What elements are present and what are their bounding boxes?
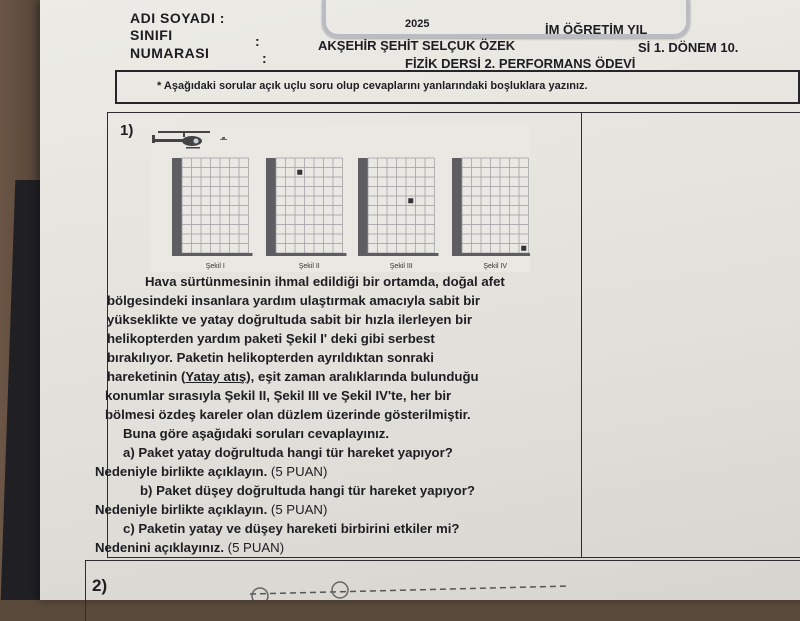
figure-caption: Şekil I [205, 263, 225, 270]
q1-line-6-post: ), eşit zaman aralıklarında bulunduğu [246, 369, 479, 384]
q1-a-reason: Nedeniyle birlikte açıklayın. [95, 464, 268, 479]
year-fragment: 2025 [405, 18, 430, 30]
q1-line-4: helikopterden yardım paketi Şekil I' deki gibi serbest [107, 331, 435, 346]
q1-c-points: (5 PUAN) [227, 540, 285, 555]
q1-c-reason-line [95, 538, 575, 557]
q1-c-reason: Nedenini açıklayınız. [95, 540, 224, 555]
q1-line-8: bölmesi özdeş kareler olan düzlem üzerinde gösterilmiştir. [105, 407, 471, 422]
figure-svg [150, 122, 530, 272]
helicopter-figure [150, 122, 530, 272]
figure-ground [266, 253, 347, 256]
number-label: NUMARASI [130, 45, 210, 61]
q1-line-1: Hava sürtünmesinin ihmal edildiği bir ortamda, doğal afet [145, 274, 505, 289]
q1-a-text: a) Paket yatay doğrultuda hangi tür hareket yapıyor? [123, 445, 453, 460]
q1-line-2: bölgesindeki insanlara yardım ulaştırmak amacıyla sabit bir [107, 293, 481, 308]
figure-ground [358, 253, 439, 256]
q1-line-7: konumlar sırasıyla Şekil II, Şekil III ve Şekil IV'te, her bir [105, 388, 452, 403]
figure-panel-3 [358, 158, 439, 270]
name-label: ADI SOYADI : [130, 10, 225, 26]
package-marker [408, 198, 413, 203]
figure-panel-2 [266, 158, 347, 270]
instruction-text: * Aşağıdaki sorular açık uçlu soru olup cevaplarını yanlarındaki boşluklara yazınız. [157, 80, 588, 92]
school-line-right: Sİ 1. DÖNEM 10. [638, 40, 739, 55]
question-2-figure [240, 572, 580, 600]
school-line-left: AKŞEHİR ŞEHİT SELÇUK ÖZEK [318, 38, 516, 53]
q1-b-reason: Nedeniyle birlikte açıklayın. [95, 502, 268, 517]
helicopter-icon [152, 131, 227, 149]
package-marker [297, 170, 302, 175]
q1-line-6 [95, 367, 587, 386]
figure-wall [358, 158, 368, 253]
class-label: SINIFI [130, 27, 173, 43]
figure-caption: Şekil IV [483, 263, 508, 270]
figure-caption: Şekil III [389, 263, 413, 270]
q1-intro: Buna göre aşağıdaki soruları cevaplayınız. [123, 426, 390, 441]
figure-wall [266, 158, 276, 253]
q1-a-reason-line [95, 462, 575, 481]
class-colon: : [255, 33, 261, 49]
q1-a-points: (5 PUAN) [270, 464, 328, 479]
question-1-number: 1) [120, 122, 134, 139]
figure-wall [452, 158, 462, 253]
q1-c-text: c) Paketin yatay ve düşey hareketi birbirini etkiler mi? [123, 521, 460, 536]
question-2-number: 2) [92, 576, 108, 595]
figure-wall [172, 158, 182, 253]
figure-panel-1 [172, 158, 253, 270]
q1-b-text: b) Paket düşey doğrultuda hangi tür hareket yapıyor? [140, 483, 475, 498]
figure-caption: Şekil II [298, 263, 320, 270]
subject-line: FİZİK DERSİ 2. PERFORMANS ÖDEVİ [405, 56, 636, 71]
number-colon: : [262, 50, 268, 66]
figure-ground [452, 253, 530, 256]
package-marker [521, 246, 526, 251]
figure-panel-4 [452, 158, 530, 270]
term-fragment: İM ÖĞRETİM YIL [545, 22, 648, 37]
q1-b-reason-line [95, 500, 575, 519]
q1-yatay-atis: Yatay atış [185, 369, 247, 384]
q1-line-6-pre: hareketinin ( [107, 369, 186, 384]
figure-ground [172, 253, 253, 256]
q1-line-3: yükseklikte ve yatay doğrultuda sabit bir hızla ilerleyen bir [107, 312, 472, 327]
instruction-box [115, 70, 800, 104]
q1-b-points: (5 PUAN) [270, 502, 328, 517]
q1-line-5: bırakılıyor. Paketin helikopterden ayrıldıktan sonraki [107, 350, 434, 365]
